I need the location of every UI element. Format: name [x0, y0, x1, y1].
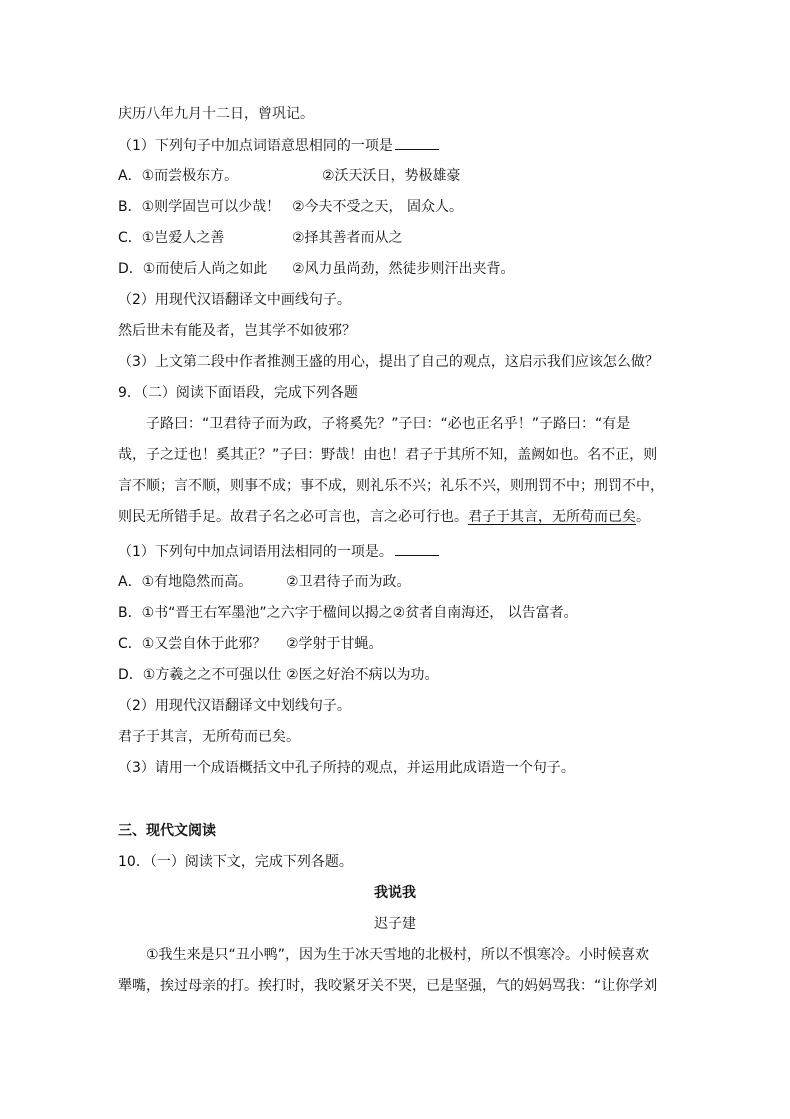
article-title: 我说我	[374, 885, 416, 901]
option-d-2: ②风力虽尚劲，然徒步则汗出夹背。	[292, 261, 515, 277]
q9-sentence: 君子于其言，无所苟而已矣。	[118, 729, 300, 745]
answer-blank	[395, 135, 439, 150]
option-c-2: ②学射于甘蝇。	[286, 636, 383, 652]
q9-option-b	[118, 603, 678, 623]
option-a-2: ②卫君待子而为政。	[286, 574, 411, 590]
q8-option-b	[118, 197, 678, 217]
option-d-1: D．①而使后人尚之如此	[118, 261, 268, 277]
q9-passage-1: 子路曰：“卫君待子而为政，子将奚先？”子曰：“必也正名乎！”子路曰：“有是	[146, 416, 631, 432]
q8-sub2: （2）用现代汉语翻译文中画线句子。	[118, 292, 351, 308]
q9-sub1-text: （1）下列句中加点词语用法相同的一项是。	[118, 544, 393, 560]
article-para-1: ①我生来是只“丑小鸭”，因为生于冰天雪地的北极村，所以不惧寒冷。小时候喜欢	[146, 947, 650, 963]
option-d-1: D．①方羲之之不可强以仕	[118, 667, 282, 683]
option-a-1: A．①而尝极东方。	[118, 168, 239, 184]
option-b-1: B．①则学固岂可以少哉！	[118, 199, 281, 215]
q8-option-c	[118, 228, 678, 248]
section-heading: 三、现代文阅读	[118, 823, 216, 839]
q9-title: 9．（二）阅读下面语段，完成下列各题	[118, 385, 358, 401]
passage-period: 。	[636, 509, 650, 525]
q9-passage-4	[118, 507, 678, 527]
option-b-1: B．①书“晋王右军墨池”之六字于楹间以揭之②贫者自南海还， 以告富者。	[118, 605, 578, 621]
q9-passage-3: 言不顺；言不顺，则事不成；事不成，则礼乐不兴；礼乐不兴，则刑罚不中；刑罚不中，	[118, 478, 664, 494]
q9-passage-2: 哉，子之迂也！奚其正？”子曰：野哉！由也！君子于其所不知，盖阙如也。名不正，则	[118, 447, 658, 463]
option-c-1: C．①岂爱人之善	[118, 230, 225, 246]
answer-blank	[395, 541, 439, 556]
q8-option-d	[118, 259, 678, 279]
q9-sub3: （3）请用一个成语概括文中孔子所持的观点，并运用此成语造一个句子。	[118, 760, 575, 776]
q10-title: 10．（一）阅读下文，完成下列各题。	[118, 854, 353, 870]
option-a-1: A．①有地隐然而高。	[118, 574, 253, 590]
intro-end-line: 庆历八年九月十二日，曾巩记。	[118, 106, 314, 122]
option-b-2: ②今夫不受之天， 固众人。	[292, 199, 464, 215]
q9-option-c	[118, 634, 678, 654]
article-para-2: 犟嘴，挨过母亲的打。挨打时，我咬紧牙关不哭，已是坚强，气的妈妈骂我：“让你学刘	[118, 978, 658, 994]
q8-sub1	[118, 135, 678, 156]
passage-text: 则民无所错手足。故君子名之必可言也，言之必可行也。	[118, 509, 468, 525]
option-a-2: ②沃天沃日，势极雄豪	[322, 168, 461, 184]
q9-option-a	[118, 572, 678, 592]
q8-sentence: 然后世未有能及者，岂其学不如彼邪？	[118, 323, 356, 339]
q8-sub3: （3）上文第二段中作者推测王盛的用心，提出了自己的观点，这启示我们应该怎么做？	[118, 354, 659, 370]
q9-sub2: （2）用现代汉语翻译文中划线句子。	[118, 698, 351, 714]
q9-sub1	[118, 541, 678, 562]
q8-sub1-text: （1）下列句子中加点词语意思相同的一项是	[118, 138, 393, 154]
underlined-sentence: 君子于其言，无所苟而已矣	[468, 509, 636, 525]
option-c-1: C．①又尝自休于此邪？	[118, 636, 267, 652]
option-d-2: ②医之好治不病以为功。	[286, 667, 439, 683]
article-author: 迟子建	[374, 916, 416, 932]
q9-option-d	[118, 665, 678, 685]
q8-option-a	[118, 166, 678, 186]
option-c-2: ②择其善者而从之	[292, 230, 403, 246]
